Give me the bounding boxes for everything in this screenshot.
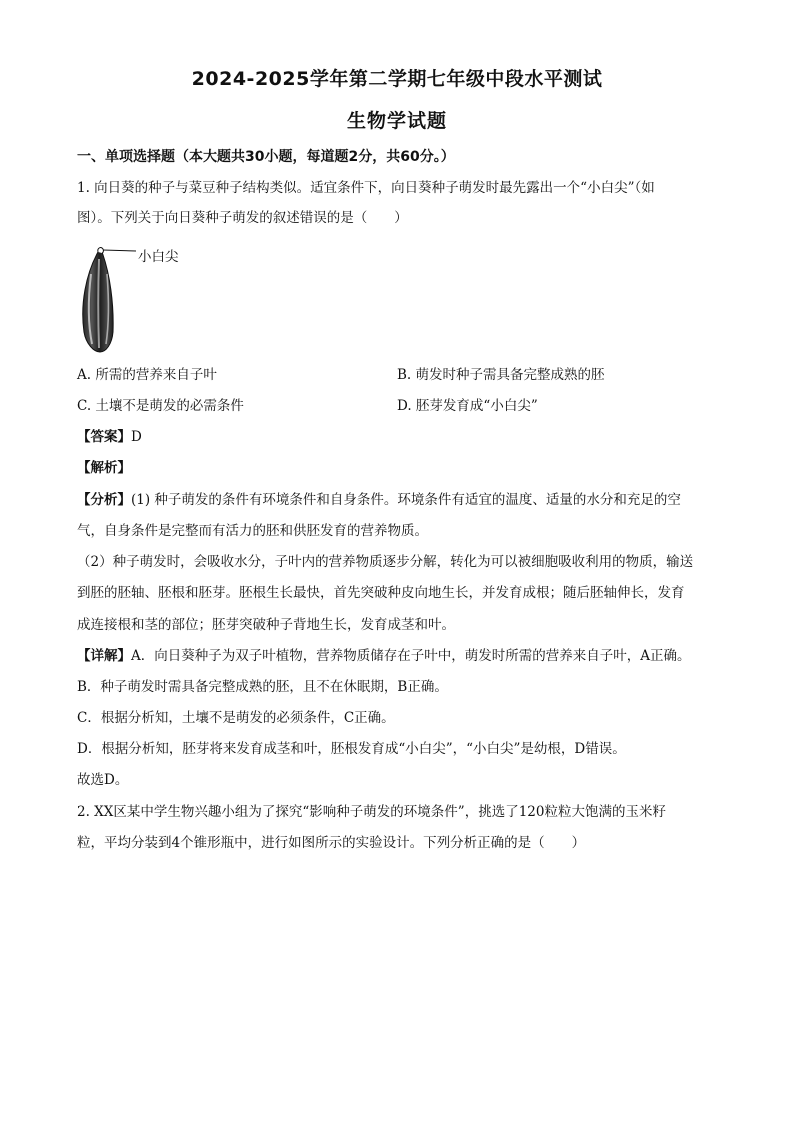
q1-option-d: D. 胚芽发育成“小白尖”: [397, 398, 538, 414]
xiangjie-line-1: [77, 646, 691, 666]
figure-label: 小白尖: [138, 249, 179, 265]
analysis-tag: 【解析】: [77, 460, 131, 476]
exam-subtitle: 生物学试题: [346, 110, 447, 132]
q1-option-b: B. 萌发时种子需具备完整成熟的胚: [397, 367, 605, 383]
fenxi-line-2: 气，自身条件是完整而有活力的胚和供胚发育的营养物质。: [77, 523, 428, 539]
xiangjie-text-1: A．向日葵种子为双子叶植物，营养物质储存在子叶中，萌发时所需的营养来自子叶，A正确。: [131, 648, 691, 664]
q2-stem-line-2: 粒，平均分装到4个锥形瓶中，进行如图所示的实验设计。下列分析正确的是（ ）: [77, 835, 586, 851]
answer-value: D: [131, 429, 142, 445]
xiangjie-line-3: C．根据分析知，土壤不是萌发的必须条件，C正确。: [77, 710, 395, 726]
q1-option-a: A. 所需的营养来自子叶: [77, 367, 217, 383]
answer-tag: 【答案】: [77, 429, 131, 445]
fenxi-tag: 【分析】: [77, 492, 131, 508]
q1-stem-line-2: 图）。下列关于向日葵种子萌发的叙述错误的是（ ）: [77, 210, 408, 226]
fenxi-line-5: 成连接根和茎的部位；胚芽突破种子背地生长，发育成茎和叶。: [77, 617, 455, 633]
fenxi-line-3: （2）种子萌发时，会吸收水分，子叶内的营养物质逐步分解，转化为可以被细胞吸收利用的物质，输送: [77, 554, 694, 570]
exam-title: 2024-2025学年第二学期七年级中段水平测试: [191, 68, 603, 90]
q1-stem-line-1: 1. 向日葵的种子与菜豆种子结构类似。适宜条件下，向日葵种子萌发时最先露出一个“小白尖”（如: [77, 180, 655, 196]
xiangjie-line-4: D．根据分析知，胚芽将来发育成茎和叶，胚根发育成“小白尖”，“小白尖”是幼根，D错误。: [77, 741, 626, 757]
xiangjie-tag: 【详解】: [77, 648, 131, 664]
q1-option-c: C. 土壤不是萌发的必需条件: [77, 398, 244, 414]
answer-line: [77, 427, 142, 447]
section-heading: 一、单项选择题（本大题共30小题，每道题2分，共60分。）: [77, 149, 455, 165]
xiangjie-line-2: B．种子萌发时需具备完整成熟的胚，且不在休眠期，B正确。: [77, 679, 448, 695]
fenxi-line-4: 到胚的胚轴、胚根和胚芽。胚根生长最快，首先突破种皮向地生长，并发育成根；随后胚轴伸长，发育: [77, 585, 685, 601]
conclusion-line: 故选D。: [77, 772, 129, 788]
q2-stem-line-1: 2. XX区某中学生物兴趣小组为了探究“影响种子萌发的环境条件”，挑选了120粒粒大饱满的玉米籽: [77, 804, 666, 820]
fenxi-text-1: (1) 种子萌发的条件有环境条件和自身条件。环境条件有适宜的温度、适量的水分和充足的空: [131, 492, 681, 508]
fenxi-line-1: [77, 490, 681, 510]
